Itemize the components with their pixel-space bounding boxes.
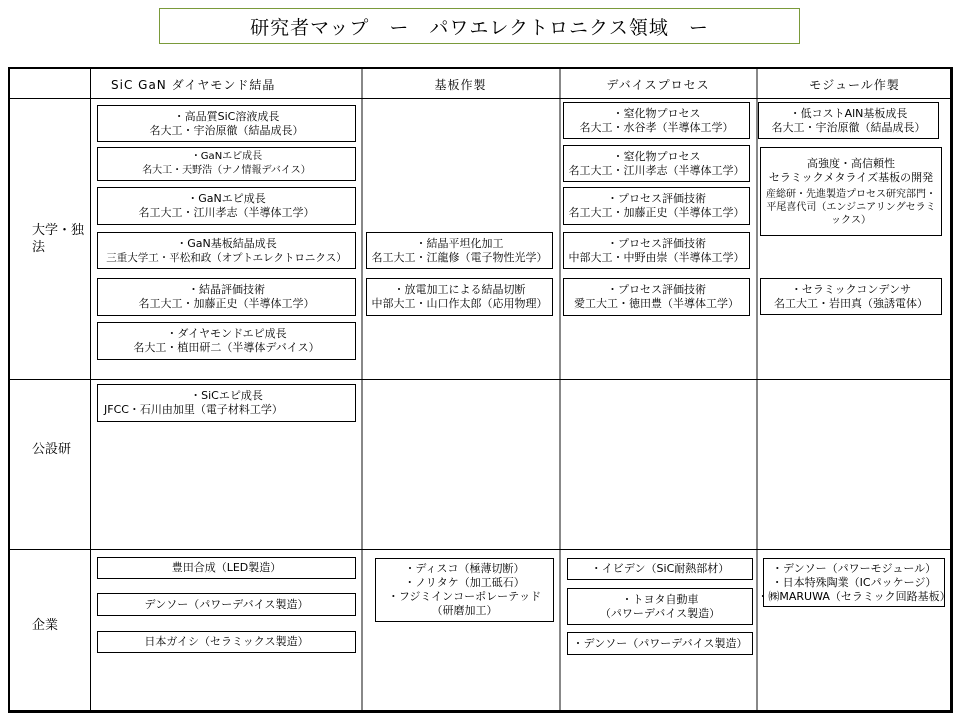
researcher-card	[563, 145, 750, 182]
row-divider	[10, 549, 950, 550]
company-name: ・イビデン（SiC耐熱部材）	[590, 562, 730, 575]
research-topic: 高強度・高信頼性	[807, 156, 895, 170]
company-name: ・デンソー（パワーデバイス製造）	[572, 636, 748, 650]
researcher-card	[97, 187, 356, 225]
researcher-name: 中部大工・山口作太郎（応用物理）	[371, 297, 548, 310]
researcher-name: 名工大工・江龍修（電子物性光学）	[371, 250, 548, 264]
company-name: （パワーデバイス製造）	[599, 606, 721, 620]
column-divider	[559, 69, 561, 710]
research-topic: ・GaN基板結晶成長	[176, 236, 277, 250]
column-header-crystal: SiC GaN ダイヤモンド結晶	[111, 78, 276, 92]
researcher-card	[758, 102, 939, 139]
researcher-name: 愛工大工・徳田豊（半導体工学）	[574, 297, 739, 310]
researcher-card	[760, 147, 942, 236]
company-card	[757, 558, 951, 607]
company-name: ・デンソー（パワーモジュール）	[771, 561, 937, 575]
research-topic: ・結晶平坦化加工	[415, 236, 504, 250]
researcher-name: JFCC・石川由加里（電子材料工学）	[104, 403, 283, 416]
company-name: ・トヨタ自動車	[621, 592, 699, 606]
company-name: ・ディスコ（極薄切断）	[404, 562, 525, 575]
research-topic: ・セラミックコンデンサ	[790, 282, 912, 296]
researcher-name: 名大工・植田研二（半導体デバイス）	[133, 341, 320, 354]
company-name: ・㈱MARUWA（セラミック回路基板）	[757, 589, 951, 603]
researcher-card	[97, 105, 356, 142]
research-topic: ・プロセス評価技術	[607, 236, 706, 250]
researcher-card	[97, 147, 356, 181]
researcher-card	[97, 322, 356, 360]
research-topic: ・低コストAlN基板成長	[789, 106, 908, 120]
researcher-card	[366, 232, 553, 269]
company-card	[567, 588, 753, 625]
row-header-label: 独法	[32, 223, 85, 255]
researcher-name: 名工大工・加藤正史（半導体工学）	[568, 206, 745, 219]
research-topic: ・GaNエピ成長	[190, 151, 263, 162]
company-name: 日本ガイシ（セラミックス製造）	[144, 635, 309, 648]
row-header-label: 公設研	[32, 441, 72, 457]
research-topic: ・窒化物プロセス	[612, 106, 701, 120]
research-topic: ・GaNエピ成長	[187, 192, 266, 205]
company-card	[97, 593, 356, 616]
research-topic: ・高品質SiC溶液成長	[173, 109, 280, 123]
researcher-name: 名工大工・加藤正史（半導体工学）	[138, 297, 315, 310]
research-topic: ・結晶評価技術	[188, 283, 265, 296]
researcher-name: 中部大工・中野由崇（半導体工学）	[568, 250, 745, 264]
column-divider	[756, 69, 758, 710]
page-title: 研究者マップ ー パワエレクトロニクス領域 ー	[159, 8, 800, 44]
column-divider	[361, 69, 363, 710]
researcher-card	[97, 232, 356, 269]
company-name: デンソー（パワーデバイス製造）	[144, 597, 309, 611]
researcher-card	[563, 187, 750, 225]
column-header-substrate: 基板作製	[434, 78, 487, 92]
researcher-card	[97, 278, 356, 316]
researcher-card	[563, 232, 750, 269]
company-card	[567, 558, 753, 580]
researcher-name: 名大工・宇治原徹（結晶成長）	[149, 123, 304, 137]
researcher-name: 三重大学工・平松和政（オプトエレクトロニクス）	[106, 251, 347, 264]
research-topic: ・ダイヤモンドエピ成長	[166, 327, 287, 340]
researcher-card	[97, 384, 356, 422]
research-topic: ・放電加工による結晶切断	[393, 283, 526, 296]
company-name: ・日本特殊陶業（ICパッケージ）	[771, 575, 937, 589]
company-card	[567, 632, 753, 655]
research-topic: セラミックメタライズ基板の開発	[768, 170, 934, 184]
company-card	[97, 557, 356, 579]
company-card	[97, 631, 356, 653]
company-name: ・フジミインコーポレーテッド（研磨加工）	[387, 590, 542, 617]
researcher-name: 名工大工・江川孝志（半導体工学）	[568, 163, 745, 177]
row-header-enterprise	[10, 550, 92, 700]
researcher-card	[563, 102, 750, 139]
researcher-card	[366, 278, 553, 316]
research-topic: ・SiCエピ成長	[190, 389, 263, 402]
researcher-name: 名工大工・江川孝志（半導体工学）	[138, 206, 315, 219]
row-header-label: 企業	[32, 617, 59, 633]
researcher-name: 名大工・水谷孝（半導体工学）	[579, 120, 734, 134]
researcher-name: 産総研・先進製造プロセス研究部門・平尾喜代司（エンジニアリングセラミックス）	[766, 188, 936, 226]
row-divider	[10, 379, 950, 380]
research-topic: ・窒化物プロセス	[612, 149, 701, 163]
column-header-module: モジュール作製	[809, 78, 900, 92]
row-header-label: 大学・	[32, 223, 72, 238]
company-card	[375, 558, 554, 622]
researcher-card	[563, 278, 750, 316]
researcher-name: 名大工・天野浩（ナノ情報デバイス）	[142, 165, 311, 176]
company-name: 豊田合成（LED製造）	[171, 561, 282, 574]
company-name: ・ノリタケ（加工砥石）	[404, 576, 525, 589]
researcher-name: 名工大工・岩田真（強誘電体）	[774, 296, 928, 310]
research-topic: ・プロセス評価技術	[607, 283, 706, 296]
researcher-name: 名大工・宇治原徹（結晶成長）	[771, 120, 926, 134]
row-header-public-research	[10, 380, 92, 518]
column-header-device-process: デバイスプロセス	[606, 78, 710, 92]
row-header-university	[10, 99, 92, 379]
researcher-card	[760, 278, 942, 315]
research-topic: ・プロセス評価技術	[607, 192, 706, 205]
